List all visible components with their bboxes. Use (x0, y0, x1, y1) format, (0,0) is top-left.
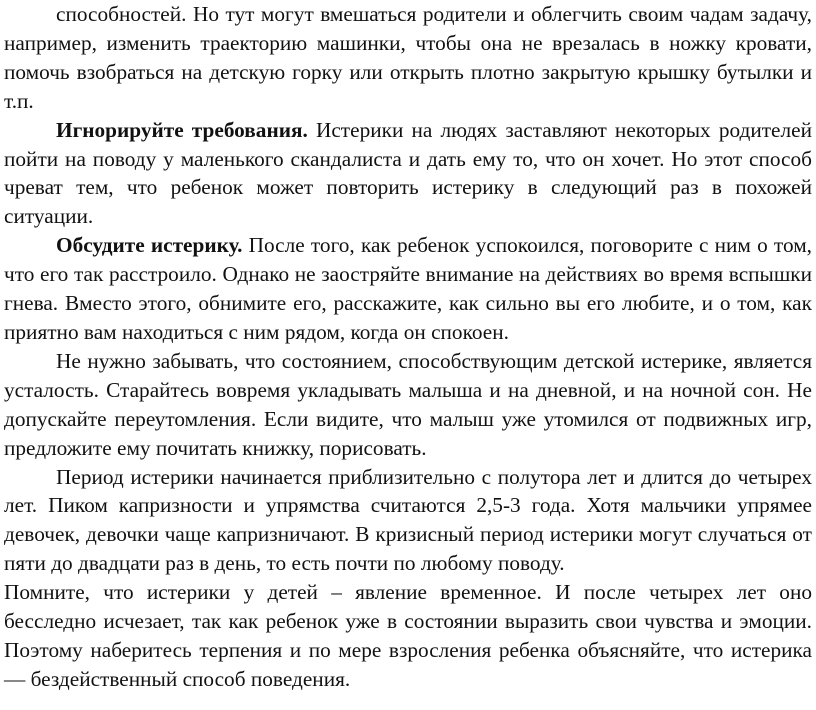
document-body (4, 0, 812, 694)
paragraph-3-heading: Обсудите истерику. (56, 233, 243, 258)
paragraph-5 (4, 463, 812, 579)
paragraph-6 (4, 578, 812, 694)
paragraph-4-text: Не нужно забывать, что состоянием, способствующим детской истерике, является усталость. Старайтесь вовремя укладывать малыша и на дневной, и на ночной сон. Не допускайте переутомления. Если видите, что малыш уже утомился от подвижных игр, предложите ему почитать книжку, порисовать. (4, 348, 812, 460)
paragraph-5-text: Период истерики начинается приблизительно с полутора лет и длится до четырех лет. Пиком капризности и упрямства считаются 2,5-3 года. Хотя мальчики упрямее девочек, девочки чаще капризничают. В кризисный период истерики могут случаться от пяти до двадцати раз в день, то есть почти по любому поводу. (4, 464, 812, 576)
paragraph-3-text: После того, как ребенок успокоился, поговорите с ним о том, что его так расстроило. Однако не заостряйте внимание на действиях во время вспышки гнева. Вместо этого, обнимите его, расскажите, как сильно вы его любите, и о том, как приятно вам находиться с ним рядом, когда он спокоен. (4, 233, 813, 344)
paragraph-2-text: Истерики на людях заставляют некоторых родителей пойти на поводу у маленького скандалиста и дать ему то, что он хочет. Но этот способ чреват тем, что ребенок может повторить истерику в следующий раз в похожей ситуации. (4, 117, 812, 229)
paragraph-1 (4, 0, 812, 116)
paragraph-6-text: Помните, что истерики у детей – явление временное. И после четырех лет оно бесследно исчезает, так как ребенок уже в состоянии выразить свои чувства и эмоции. Поэтому наберитесь терпения и по мере взросления ребенка объясняйте, что истерика — бездейственный способ поведения. (4, 580, 812, 691)
paragraph-4 (4, 347, 812, 463)
paragraph-1-text: способностей. Но тут могут вмешаться родители и облегчить своим чадам задачу, например, изменить траекторию машинки, чтобы она не врезалась в ножку кровати, помочь взобраться на детскую горку или открыть плотно закрытую крышку бутылки и т.п. (4, 2, 812, 113)
paragraph-3 (4, 231, 812, 347)
paragraph-2-heading: Игнорируйте требования. (56, 117, 308, 142)
paragraph-2 (4, 116, 812, 232)
